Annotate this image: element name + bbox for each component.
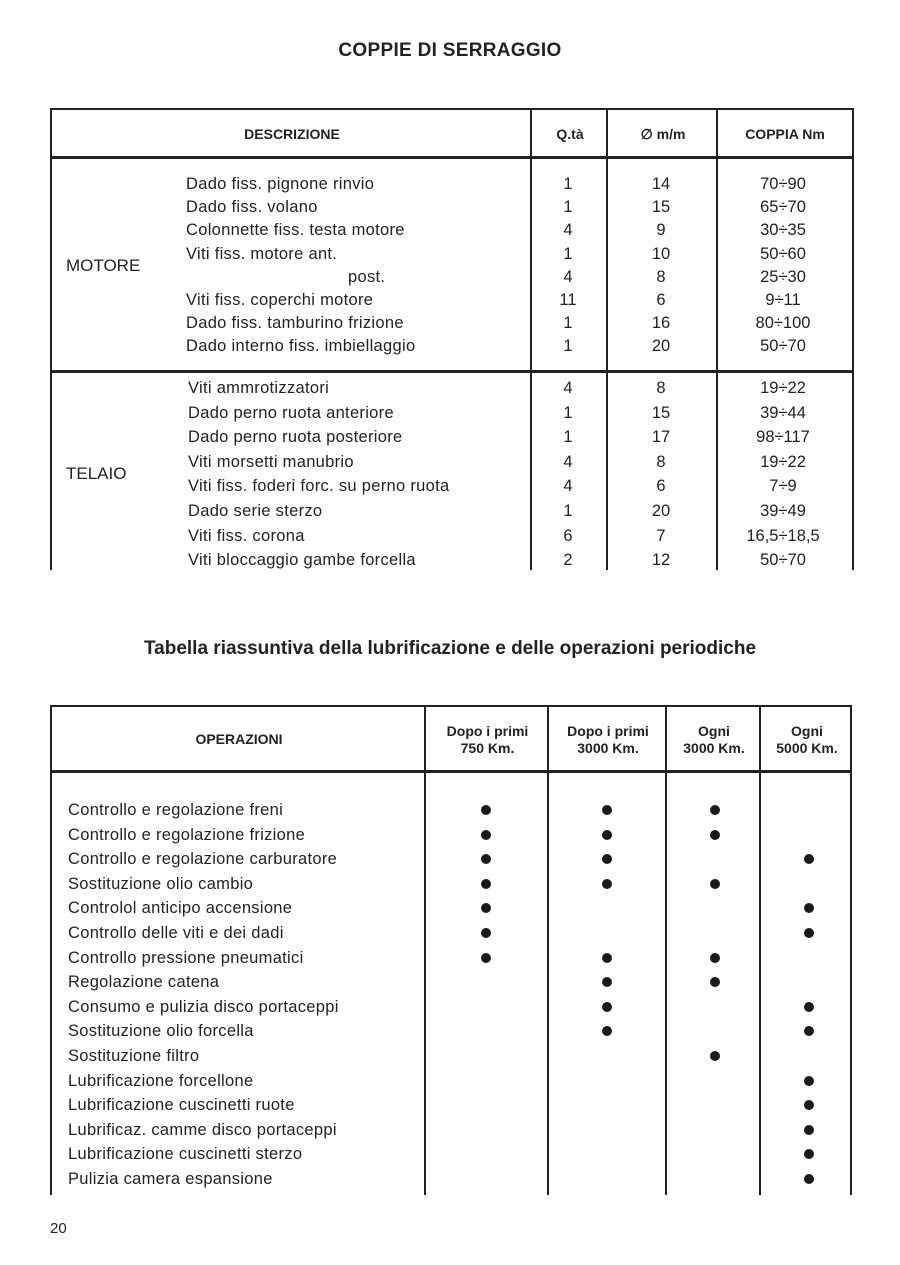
operation-label: Regolazione catena bbox=[68, 973, 220, 992]
quantity-cell: 4 bbox=[563, 379, 573, 397]
desc-cell: Colonnette fiss. testa motore bbox=[186, 221, 405, 240]
quantity-cell: 1 bbox=[563, 428, 573, 447]
schedule-dot-icon bbox=[804, 854, 814, 864]
maintenance-table-title: Tabella riassuntiva della lubrificazione e delle operazioni periodiche bbox=[143, 638, 757, 659]
schedule-dot-icon bbox=[481, 928, 491, 938]
torque-cell: 16,5÷18,5 bbox=[746, 526, 820, 545]
desc-cell: post. bbox=[348, 267, 386, 286]
schedule-dot-icon bbox=[804, 903, 814, 913]
diameter-cell: 8 bbox=[656, 452, 666, 471]
schedule-dot-icon bbox=[602, 879, 612, 889]
torque-table-header bbox=[50, 108, 854, 159]
desc-cell: Dado interno fiss. imbiellaggio bbox=[186, 337, 416, 356]
table-row bbox=[50, 474, 854, 498]
schedule-dot-icon bbox=[602, 1026, 612, 1036]
diameter-cell: 15 bbox=[651, 403, 671, 422]
table-row bbox=[50, 242, 854, 266]
col-divider-2 bbox=[547, 705, 549, 1195]
col-divider-4 bbox=[759, 705, 761, 1195]
schedule-dot-icon bbox=[804, 1002, 814, 1012]
operation-label: Pulizia camera espansione bbox=[68, 1170, 273, 1188]
header-diametro: ∅ m/m bbox=[640, 126, 686, 142]
desc-cell: Viti fiss. coperchi motore bbox=[186, 291, 374, 309]
table-row bbox=[50, 195, 854, 219]
schedule-dot-icon bbox=[710, 977, 720, 987]
schedule-dot-icon bbox=[710, 1051, 720, 1061]
diameter-cell: 15 bbox=[651, 198, 671, 217]
quantity-cell: 1 bbox=[563, 244, 573, 263]
quantity-cell: 1 bbox=[563, 403, 573, 422]
group-divider bbox=[50, 370, 854, 373]
quantity-cell: 4 bbox=[563, 452, 573, 471]
diameter-cell: 20 bbox=[651, 502, 671, 520]
schedule-dot-icon bbox=[602, 830, 612, 840]
operation-label: Sostituzione olio cambio bbox=[68, 874, 254, 893]
schedule-dot-icon bbox=[804, 1026, 814, 1036]
quantity-cell: 4 bbox=[563, 221, 573, 240]
torque-cell: 65÷70 bbox=[760, 198, 806, 217]
quantity-cell: 4 bbox=[563, 267, 573, 286]
diameter-cell: 20 bbox=[651, 337, 671, 356]
header-dopo-750: Dopo i primi 750 Km. bbox=[446, 722, 529, 756]
schedule-dot-icon bbox=[804, 928, 814, 938]
torque-cell: 9÷11 bbox=[765, 291, 801, 309]
operation-label: Controllo delle viti e dei dadi bbox=[68, 924, 284, 942]
schedule-dot-icon bbox=[804, 1125, 814, 1135]
operation-label: Controlol anticipo accensione bbox=[68, 899, 293, 918]
operation-label: Controllo e regolazione freni bbox=[68, 801, 284, 819]
desc-cell: Dado perno ruota anteriore bbox=[188, 403, 394, 422]
quantity-cell: 1 bbox=[563, 175, 573, 193]
table-row bbox=[50, 218, 854, 242]
torque-cell: 50÷70 bbox=[760, 551, 806, 570]
operation-label: Lubrificazione cuscinetti sterzo bbox=[68, 1145, 303, 1164]
operation-label: Lubrificazione cuscinetti ruote bbox=[68, 1096, 295, 1115]
group-label-telaio: TELAIO bbox=[66, 464, 127, 483]
diameter-cell: 10 bbox=[651, 244, 671, 263]
torque-table-title: COPPIE DI SERRAGGIO bbox=[338, 40, 562, 61]
desc-cell: Viti fiss. corona bbox=[188, 526, 305, 545]
operation-label: Lubrificazione forcellone bbox=[68, 1071, 254, 1090]
torque-cell: 25÷30 bbox=[760, 267, 806, 286]
desc-cell: Viti morsetti manubrio bbox=[188, 452, 354, 471]
diameter-cell: 6 bbox=[656, 291, 666, 309]
operation-label: Controllo pressione pneumatici bbox=[68, 948, 304, 967]
quantity-cell: 1 bbox=[563, 314, 573, 333]
schedule-dot-icon bbox=[804, 1174, 814, 1184]
schedule-dot-icon bbox=[804, 1076, 814, 1086]
diameter-cell: 14 bbox=[651, 175, 671, 193]
torque-cell: 80÷100 bbox=[755, 314, 811, 333]
schedule-dot-icon bbox=[804, 1149, 814, 1159]
desc-cell: Viti fiss. foderi forc. su perno ruota bbox=[188, 477, 450, 496]
schedule-dot-icon bbox=[602, 953, 612, 963]
table-row bbox=[50, 401, 854, 425]
table-row bbox=[50, 499, 854, 523]
desc-cell: Dado fiss. tamburino frizione bbox=[186, 314, 404, 333]
torque-cell: 70÷90 bbox=[760, 175, 806, 193]
diameter-cell: 8 bbox=[656, 267, 666, 286]
desc-cell: Dado perno ruota posteriore bbox=[188, 428, 403, 447]
table-row bbox=[50, 288, 854, 312]
quantity-cell: 2 bbox=[563, 551, 573, 570]
col-divider-3 bbox=[665, 705, 667, 1195]
desc-cell: Dado serie sterzo bbox=[188, 502, 323, 520]
quantity-cell: 1 bbox=[563, 337, 573, 356]
schedule-dot-icon bbox=[481, 854, 491, 864]
table-row bbox=[50, 376, 854, 400]
torque-cell: 98÷117 bbox=[756, 428, 810, 447]
desc-cell: Viti bloccaggio gambe forcella bbox=[188, 551, 416, 570]
schedule-dot-icon bbox=[710, 953, 720, 963]
desc-cell: Viti fiss. motore ant. bbox=[186, 244, 338, 263]
desc-cell: Viti ammrotizzatori bbox=[188, 379, 330, 397]
header-operazioni: OPERAZIONI bbox=[195, 731, 283, 747]
schedule-dot-icon bbox=[481, 805, 491, 815]
col-divider-1 bbox=[424, 705, 426, 1195]
header-ogni-3000: Ogni 3000 Km. bbox=[683, 722, 745, 756]
diameter-cell: 8 bbox=[656, 379, 666, 397]
table-row bbox=[50, 311, 854, 335]
torque-cell: 39÷49 bbox=[760, 502, 806, 520]
schedule-dot-icon bbox=[710, 830, 720, 840]
operation-label: Lubrificaz. camme disco portaceppi bbox=[68, 1120, 337, 1139]
schedule-dot-icon bbox=[804, 1100, 814, 1110]
schedule-dot-icon bbox=[481, 879, 491, 889]
quantity-cell: 1 bbox=[563, 502, 573, 520]
page-number: 20 bbox=[50, 1220, 67, 1237]
operation-label: Sostituzione filtro bbox=[68, 1047, 200, 1065]
diameter-cell: 7 bbox=[656, 526, 666, 545]
header-dopo-3000: Dopo i primi 3000 Km. bbox=[567, 722, 649, 756]
torque-cell: 30÷35 bbox=[760, 221, 806, 240]
schedule-dot-icon bbox=[602, 1002, 612, 1012]
torque-cell: 19÷22 bbox=[760, 452, 806, 471]
schedule-dot-icon bbox=[710, 879, 720, 889]
table-left-border bbox=[50, 705, 52, 1195]
maintenance-table bbox=[50, 705, 854, 1195]
schedule-dot-icon bbox=[481, 830, 491, 840]
schedule-dot-icon bbox=[481, 903, 491, 913]
schedule-dot-icon bbox=[602, 977, 612, 987]
quantity-cell: 11 bbox=[559, 291, 577, 309]
table-row bbox=[50, 450, 854, 474]
schedule-dot-icon bbox=[710, 805, 720, 815]
torque-cell: 19÷22 bbox=[760, 379, 806, 397]
diameter-cell: 12 bbox=[651, 551, 671, 570]
operation-label: Controllo e regolazione carburatore bbox=[68, 850, 338, 869]
desc-cell: Dado fiss. volano bbox=[186, 198, 318, 217]
schedule-dot-icon bbox=[481, 953, 491, 963]
operation-label: Consumo e pulizia disco portaceppi bbox=[68, 997, 339, 1016]
header-quantita: Q.tà bbox=[556, 126, 584, 142]
table-row bbox=[50, 172, 854, 196]
operation-label: Controllo e regolazione frizione bbox=[68, 825, 306, 844]
table-row bbox=[50, 524, 854, 548]
operation-label: Sostituzione olio forcella bbox=[68, 1022, 254, 1041]
torque-table bbox=[50, 108, 854, 570]
group-label-motore: MOTORE bbox=[66, 256, 141, 275]
desc-cell: Dado fiss. pignone rinvio bbox=[186, 175, 375, 193]
diameter-cell: 9 bbox=[656, 221, 666, 240]
maintenance-table-header bbox=[50, 705, 852, 773]
torque-cell: 50÷70 bbox=[760, 337, 806, 356]
table-right-border bbox=[850, 705, 852, 1195]
quantity-cell: 1 bbox=[563, 198, 573, 217]
table-row bbox=[50, 265, 854, 289]
diameter-cell: 6 bbox=[656, 477, 666, 496]
quantity-cell: 4 bbox=[563, 477, 573, 496]
torque-cell: 7÷9 bbox=[769, 477, 797, 496]
table-row bbox=[50, 548, 854, 572]
header-coppia: COPPIA Nm bbox=[745, 126, 825, 142]
quantity-cell: 6 bbox=[563, 526, 573, 545]
header-descrizione: DESCRIZIONE bbox=[244, 126, 340, 142]
schedule-dot-icon bbox=[602, 854, 612, 864]
diameter-cell: 16 bbox=[651, 314, 671, 333]
schedule-dot-icon bbox=[602, 805, 612, 815]
torque-cell: 39÷44 bbox=[760, 403, 806, 422]
table-row bbox=[50, 334, 854, 358]
diameter-cell: 17 bbox=[651, 428, 671, 447]
table-row bbox=[50, 425, 854, 449]
header-ogni-5000: Ogni 5000 Km. bbox=[776, 722, 838, 756]
torque-cell: 50÷60 bbox=[760, 244, 806, 263]
